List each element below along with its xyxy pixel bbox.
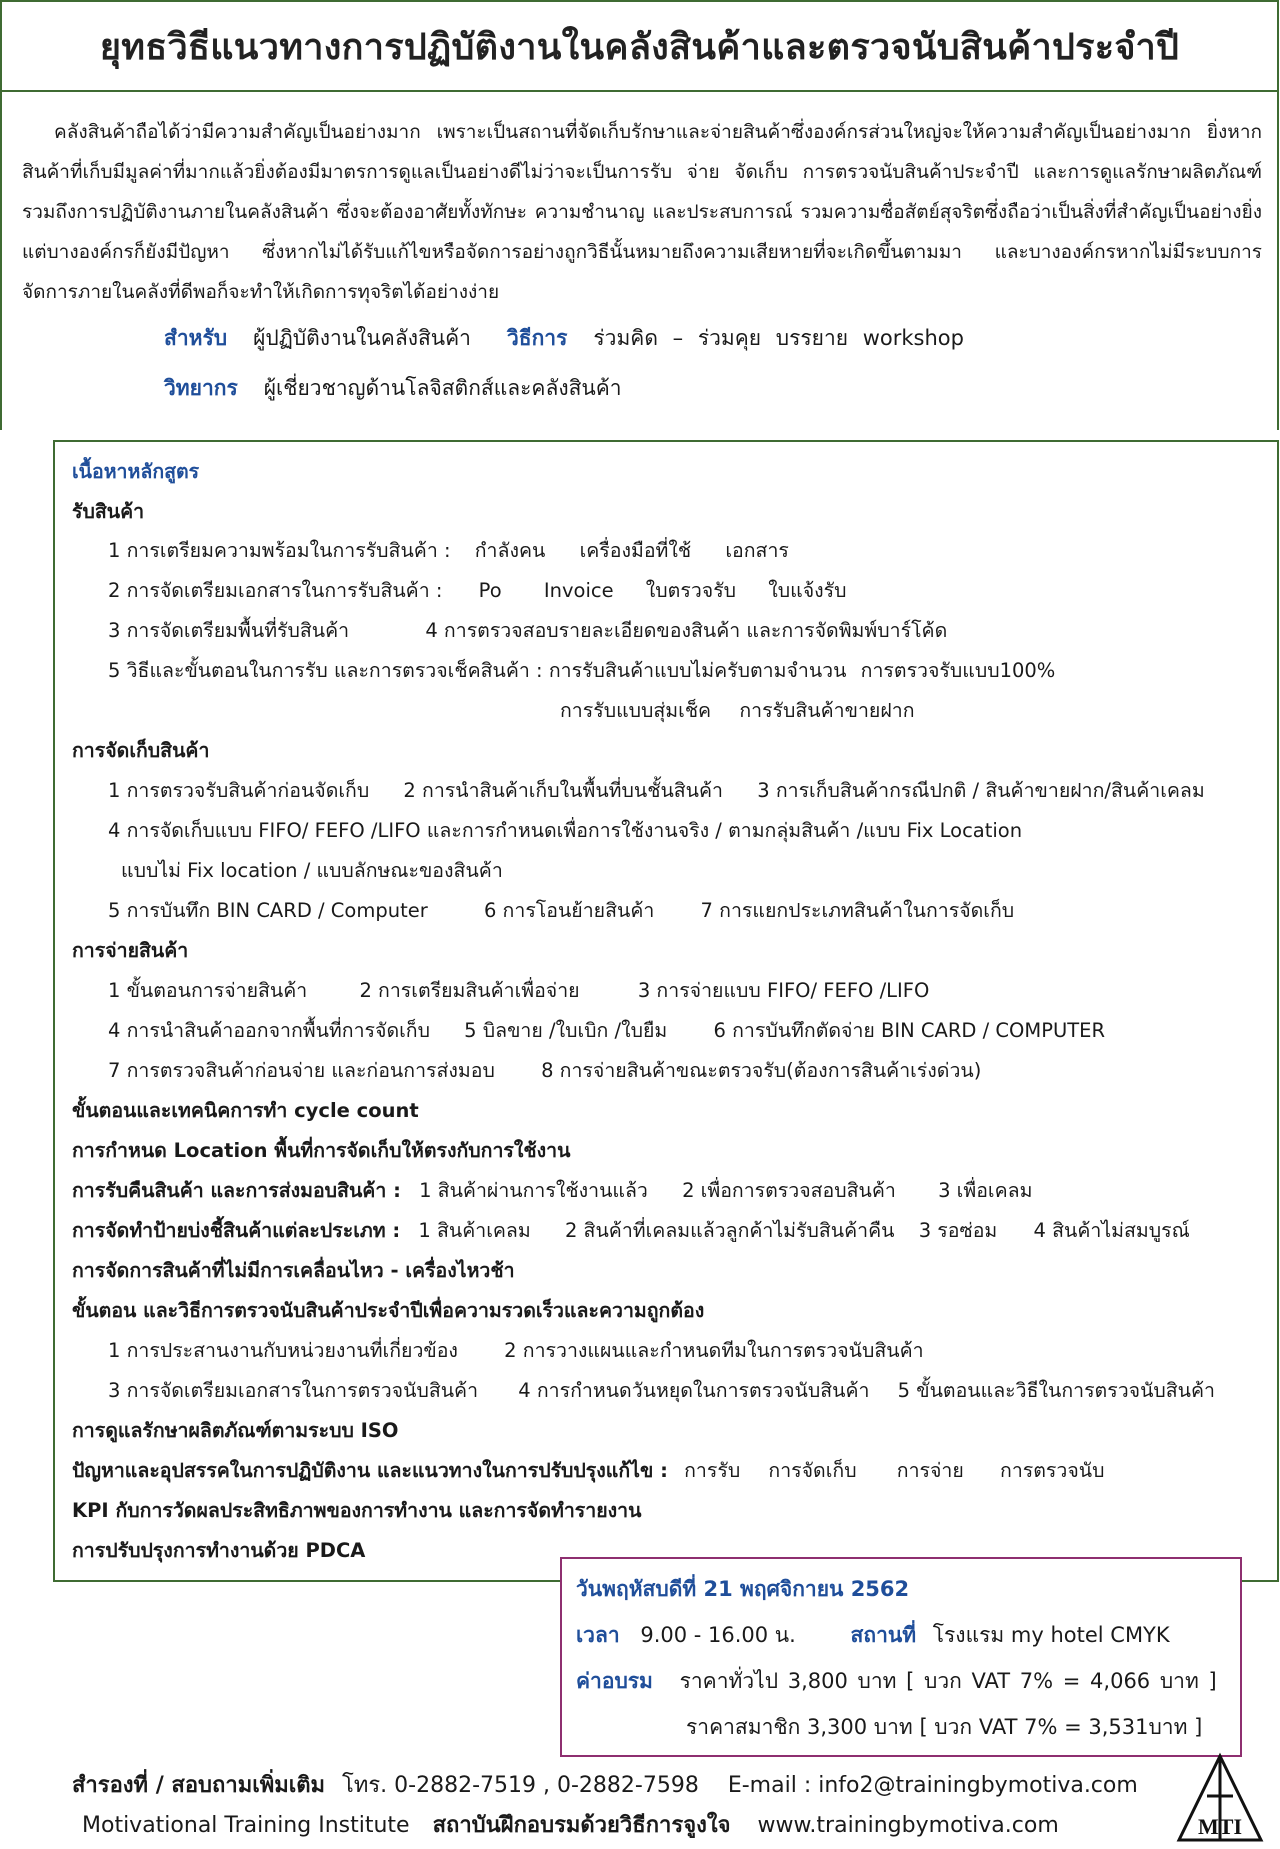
method-label: วิธีการ [506,326,568,350]
i8-text: 8 การจ่ายสินค้าขณะตรวจรับ(ต้องการสินค้าเร่งด่วน) [541,1059,982,1082]
org-name-en: Motivational Training Institute [82,1813,410,1838]
for-label: สำหรับ [164,326,228,350]
r5-text: 5 วิธีและขั้นตอนในการรับ และการตรวจเช็คสินค้า : การรับสินค้าแบบไม่ครับตามจำนวน [108,659,847,682]
method-value: ร่วมคิด – ร่วมคุย บรรยาย workshop [593,326,964,350]
i4-text: 4 การนำสินค้าออกจากพื้นที่การจัดเก็บ [108,1019,430,1042]
r5-consign: การรับสินค้าขายฝาก [739,699,915,722]
iso-heading: การดูแลรักษาผลิตภัณฑ์ตามระบบ ISO [72,1419,399,1442]
problem-row [72,1455,1104,1486]
fee-label: ค่าอบรม [576,1669,653,1693]
ret3-text: 3 เพื่อเคลม [938,1179,1033,1202]
fee-general-row [576,1665,1217,1698]
i7-text: 7 การตรวจสินค้าก่อนจ่าย และก่อนการส่งมอบ [108,1059,495,1082]
r2-label: 2 การจัดเตรียมเอกสารในการรับสินค้า : [108,579,443,602]
r3-text: 3 การจัดเตรียมพื้นที่รับสินค้า [108,619,350,642]
time-value: 9.00 - 16.00 น. [640,1623,796,1647]
i5-text: 5 บิลขาย /ใบเบิก /ใบยืม [464,1019,668,1042]
org-name-th: สถาบันฝึกอบรมด้วยวิธีการจูงใจ [432,1813,731,1838]
a3-text: 3 การจัดเตรียมเอกสารในการตรวจนับสินค้า [108,1379,479,1402]
website-link[interactable]: www.trainingbymotiva.com [757,1813,1059,1838]
footer-contact-row [72,1767,1138,1802]
receive-heading: รับสินค้า [72,500,145,523]
s2-text: 2 การนำสินค้าเก็บในพื้นที่บนชั้นสินค้า [403,779,724,802]
page-title: ยุทธวิธีแนวทางการปฏิบัติงานในคลังสินค้าและตรวจนับสินค้าประจำปี [99,26,1180,68]
i3-text: 3 การจ่ายแบบ FIFO/ FEFO /LIFO [637,979,930,1002]
r5-full-check: การตรวจรับแบบ100% [860,659,1056,682]
a2-text: 2 การวางแผนและกำหนดทีมในการตรวจนับสินค้า [504,1339,924,1362]
a5-text: 5 ขั้นตอนและวิธีในการตรวจนับสินค้า [897,1379,1215,1402]
title-box [0,0,1279,92]
intro-box [0,90,1279,430]
place-label: สถานที่ [850,1623,917,1647]
meta-row-audience [164,322,1000,355]
r1-docs: เอกสาร [725,539,789,562]
receive-item-5-cont [560,695,915,726]
ret1-text: 1 สินค้าผ่านการใช้งานแล้ว [419,1179,648,1202]
problem-label: ปัญหาและอุปสรรคในการปฏิบัติงาน และแนวทางในการปรับปรุงแก้ไข : [72,1459,668,1482]
annual-count-heading: ขั้นตอน และวิธีการตรวจนับสินค้าประจำปีเพื่อความรวดเร็วและความถูกต้อง [72,1299,705,1322]
r5-random: การรับแบบสุ่มเช็ค [560,699,712,722]
event-date: วันพฤหัสบดีที่ 21 พฤศจิกายน 2562 [576,1577,910,1601]
event-time-place [576,1619,1170,1652]
store-heading: การจัดเก็บสินค้า [72,739,210,762]
non-moving-heading: การจัดการสินค้าที่ไม่มีการเคลื่อนไหว - เครื่องไหวช้า [72,1259,515,1282]
store-item-4: 4 การจัดเก็บแบบ FIFO/ FEFO /LIFO และการกำหนดเพื่อการใช้งานจริง / ตามกลุ่มสินค้า /แบบ Fix Location [108,819,1023,842]
i6-text: 6 การบันทึกตัดจ่าย BIN CARD / COMPUTER [713,1019,1106,1042]
location-heading: การกำหนด Location พื้นที่การจัดเก็บให้ตรงกับการใช้งาน [72,1139,571,1162]
r1-tools: เครื่องมือที่ใช้ [579,539,692,562]
receive-item-3-4 [108,615,947,646]
s7-text: 7 การแยกประเภทสินค้าในการจัดเก็บ [700,899,1015,922]
s1-text: 1 การตรวจรับสินค้าก่อนจัดเก็บ [108,779,370,802]
a4-text: 4 การกำหนดวันหยุดในการตรวจนับสินค้า [518,1379,870,1402]
return-label: การรับคืนสินค้า และการส่งมอบสินค้า : [72,1179,401,1202]
tag3-text: 3 รอซ่อม [918,1219,998,1242]
tag-label: การจัดทำป้ายบ่งชี้สินค้าแต่ละประเภท : [72,1219,401,1242]
intro-paragraph: คลังสินค้าถือได้ว่ามีความสำคัญเป็นอย่างมาก เพราะเป็นสถานที่จัดเก็บรักษาและจ่ายสินค้าซึ่งองค์กรส่วนใหญ่จะให้ความสำคัญเป็นอย่างมาก ยิ่งหากสินค้าที่เก็บมีมูลค่าที่มากแล้วยิ่งต้องมีมาตรการดูแลเป็นอย่างดีไม่ว่าจะเป็นการรับ จ่าย จัดเก็บ การตรวจนับสินค้าประจำปี และการดูแลรักษาผลิตภัณฑ์ รวมถึงการปฏิบัติงานภายในคลังสินค้า ซึ่งจะต้องอาศัยทั้งทักษะ ความชำนาญ และประสบการณ์ รวมความซื่อสัตย์สุจริตซึ่งถือว่าเป็นสิ่งที่สำคัญเป็นอย่างยิ่ง แต่บางองค์กรก็ยังมีปัญหา ซึ่งหากไม่ได้รับแก้ไขหรือจัดการอย่างถูกวิธีนั้นหมายถึงความเสียหายที่จะเกิดขึ้นตามมา และบางองค์กรหากไม่มีระบบการจัดการภายในคลังที่ดีพอก็จะทำให้เกิดการทุจริตได้อย่างง่าย [22,121,1262,303]
annual-items-3-5 [108,1375,1215,1406]
pdca-heading: การปรับปรุงการทำงานด้วย PDCA [72,1539,366,1562]
logo-text: MTI [1198,1814,1242,1839]
p2-text: การจัดเก็บ [768,1459,857,1482]
return-row [72,1175,1032,1206]
fee-general: ราคาทั่วไป 3,800 บาท [ บวก VAT 7% = 4,066 บาท ] [679,1669,1217,1693]
p3-text: การจ่าย [896,1459,964,1482]
speaker-label: วิทยากร [164,376,238,400]
issue-items-1-3 [108,975,929,1006]
store-item-4-cont: แบบไม่ Fix location / แบบลักษณะของสินค้า [121,859,503,882]
r4-text: 4 การตรวจสอบรายละเอียดของสินค้า และการจัดพิมพ์บาร์โค้ด [425,619,948,642]
course-content-box [53,440,1279,1582]
s3-text: 3 การเก็บสินค้ากรณีปกติ / สินค้าขายฝาก/สินค้าเคลม [757,779,1205,802]
r2-notice: ใบแจ้งรับ [768,579,847,602]
place-value: โรงแรม my hotel CMYK [932,1623,1170,1647]
contact-label: สำรองที่ / สอบถามเพิ่มเติม [72,1773,326,1798]
r1-people: กำลังคน [474,539,546,562]
r1-label: 1 การเตรียมความพร้อมในการรับสินค้า : [108,539,451,562]
issue-items-4-6 [108,1015,1105,1046]
receive-item-5 [108,655,1055,686]
event-details-box [560,1557,1242,1757]
cycle-count-heading: ขั้นตอนและเทคนิคการทำ cycle count [72,1099,419,1122]
speaker-value: ผู้เชี่ยวชาญด้านโลจิสติกส์และคลังสินค้า [263,376,622,400]
issue-heading: การจ่ายสินค้า [72,939,189,962]
for-value: ผู้ปฏิบัติงานในคลังสินค้า [253,326,471,350]
mti-logo-icon [1175,1752,1265,1844]
tag-row [72,1215,1190,1246]
p4-text: การตรวจนับ [1000,1459,1105,1482]
tag2-text: 2 สินค้าที่เคลมแล้วลูกค้าไม่รับสินค้าคืน [564,1219,895,1242]
r2-receipt: ใบตรวจรับ [645,579,737,602]
time-label: เวลา [576,1623,620,1647]
store-items-5-7 [108,895,1014,926]
issue-items-7-8 [108,1055,981,1086]
annual-items-1-2 [108,1335,924,1366]
i2-text: 2 การเตรียมสินค้าเพื่อจ่าย [359,979,580,1002]
r2-invoice: Invoice [543,579,614,602]
s5-text: 5 การบันทึก BIN CARD / Computer [108,899,428,922]
tag4-text: 4 สินค้าไม่สมบูรณ์ [1033,1219,1190,1242]
fee-member: ราคาสมาชิก 3,300 บาท [ บวก VAT 7% = 3,531บาท ] [686,1715,1203,1739]
r2-po: Po [478,579,502,602]
receive-item-1 [108,535,789,566]
receive-item-2 [108,575,847,606]
a1-text: 1 การประสานงานกับหน่วยงานที่เกี่ยวข้อง [108,1339,458,1362]
contact-phone: โทร. 0-2882-7519 , 0-2882-7598 [342,1773,699,1798]
contact-email[interactable]: E-mail : info2@trainingbymotiva.com [727,1773,1138,1798]
course-heading: เนื้อหาหลักสูตร [72,460,200,483]
s6-text: 6 การโอนย้ายสินค้า [483,899,655,922]
kpi-heading: KPI กับการวัดผลประสิทธิภาพของการทำงาน และการจัดทำรายงาน [72,1499,642,1522]
footer-org-row [82,1807,1059,1842]
store-items-1-3 [108,775,1205,806]
ret2-text: 2 เพื่อการตรวจสอบสินค้า [682,1179,896,1202]
i1-text: 1 ขั้นตอนการจ่ายสินค้า [108,979,308,1002]
p1-text: การรับ [684,1459,741,1482]
meta-row-speaker [164,372,658,405]
tag1-text: 1 สินค้าเคลม [418,1219,531,1242]
